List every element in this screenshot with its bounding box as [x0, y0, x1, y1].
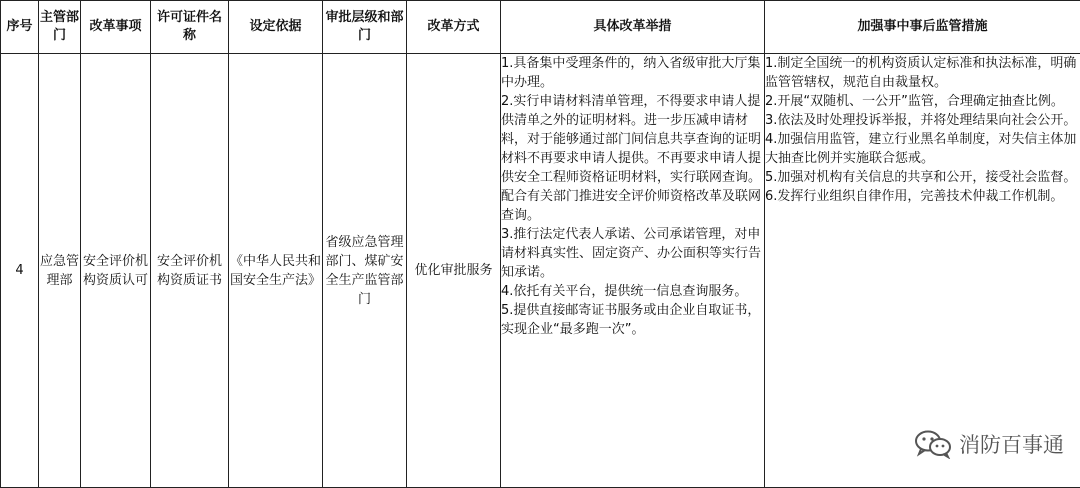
- supervision-item: 4.加强信用监管，建立行业黑名单制度，对失信主体加大抽查比例并实施联合惩戒。: [765, 130, 1080, 168]
- header-item: 改革事项: [81, 1, 151, 54]
- cell-basis: 《中华人民共和国安全生产法》: [229, 54, 323, 488]
- measure-item: 2.实行申请材料清单管理，不得要求申请人提供清单之外的证明材料。进一步压减申请材料，对于能够通过部门间信息共享查询的证明材料不再要求申请人提供。不再要求申请人提供安全工程师资格证明材料，实行联网查询。配合有关部门推进安全评价师资格改革及联网查询。: [501, 92, 764, 225]
- wechat-icon: [913, 429, 953, 459]
- table-row: [1, 54, 1080, 488]
- supervision-item: 6.发挥行业组织自律作用，完善技术仲裁工作机制。: [765, 187, 1080, 206]
- measure-item: 3.推行法定代表人承诺、公司承诺管理，对申请材料真实性、固定资产、办公面积等实行告知承诺。: [501, 225, 764, 282]
- supervision-item: 1.制定全国统一的机构资质认定标准和执法标准，明确监管管辖权，规范自由裁量权。: [765, 54, 1080, 92]
- cell-method: 优化审批服务: [407, 54, 501, 488]
- header-level: 审批层级和部门: [323, 1, 407, 54]
- cell-item: 安全评价机构资质认可: [81, 54, 151, 488]
- measure-item: 5.提供直接邮寄证书服务或由企业自取证书，实现企业“最多跑一次”。: [501, 301, 764, 339]
- cell-level: 省级应急管理部门、煤矿安全生产监管部门: [323, 54, 407, 488]
- header-seq: 序号: [1, 1, 39, 54]
- header-cert: 许可证件名称: [151, 1, 229, 54]
- watermark: [913, 429, 1064, 459]
- cell-dept: 应急管理部: [39, 54, 81, 488]
- cell-cert: 安全评价机构资质证书: [151, 54, 229, 488]
- header-dept: 主管部门: [39, 1, 81, 54]
- measure-item: 4.依托有关平台，提供统一信息查询服务。: [501, 282, 764, 301]
- watermark-text: 消防百事通: [959, 429, 1064, 459]
- cell-seq: 4: [1, 54, 39, 488]
- header-method: 改革方式: [407, 1, 501, 54]
- supervision-item: 3.依法及时处理投诉举报，并将处理结果向社会公开。: [765, 111, 1080, 130]
- header-basis: 设定依据: [229, 1, 323, 54]
- cell-supervision: [765, 54, 1080, 488]
- header-supervision: 加强事中事后监管措施: [765, 1, 1080, 54]
- header-row: [1, 1, 1080, 54]
- cell-measures: [501, 54, 765, 488]
- header-measures: 具体改革举措: [501, 1, 765, 54]
- supervision-item: 5.加强对机构有关信息的共享和公开，接受社会监督。: [765, 168, 1080, 187]
- supervision-item: 2.开展“双随机、一公开”监管，合理确定抽查比例。: [765, 92, 1080, 111]
- measure-item: 1.具备集中受理条件的，纳入省级审批大厅集中办理。: [501, 54, 764, 92]
